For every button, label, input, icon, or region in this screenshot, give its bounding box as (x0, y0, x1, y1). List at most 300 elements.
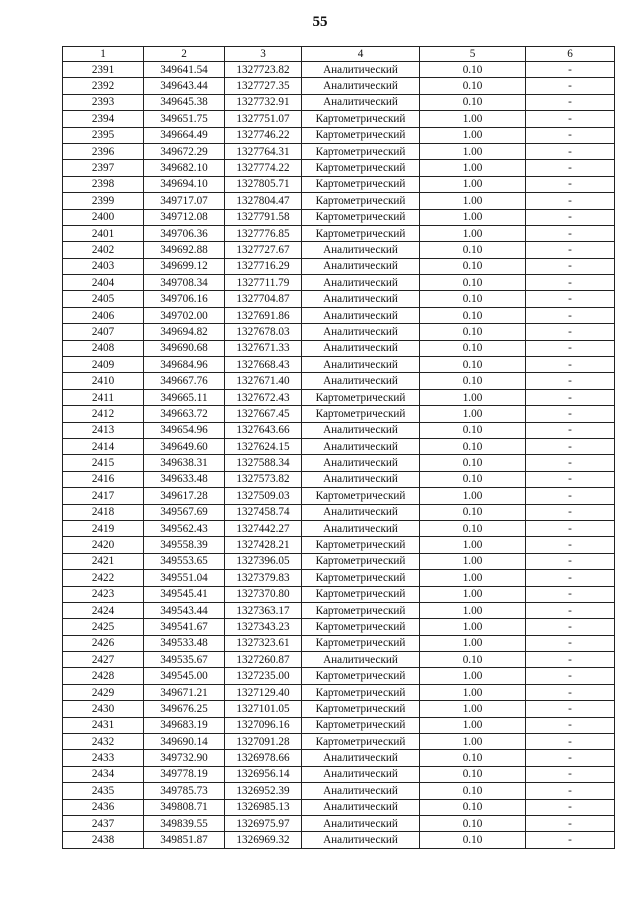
point-number-cell: 2404 (63, 275, 144, 291)
table-row (63, 258, 615, 274)
accuracy-cell: 1.00 (420, 193, 526, 209)
page-number: 55 (312, 14, 328, 30)
method-cell: Картометрический (302, 684, 420, 700)
note-cell: - (526, 242, 615, 258)
accuracy-cell: 0.10 (420, 324, 526, 340)
table-row (63, 717, 615, 733)
x-coordinate-cell: 349706.36 (144, 225, 225, 241)
note-cell: - (526, 438, 615, 454)
point-number-cell: 2416 (63, 471, 144, 487)
point-number-cell: 2435 (63, 783, 144, 799)
point-number-cell: 2413 (63, 422, 144, 438)
x-coordinate-cell: 349732.90 (144, 750, 225, 766)
accuracy-cell: 0.10 (420, 422, 526, 438)
method-cell: Картометрический (302, 209, 420, 225)
table-row (63, 783, 615, 799)
y-coordinate-cell: 1327727.35 (225, 78, 302, 94)
y-coordinate-cell: 1327091.28 (225, 734, 302, 750)
note-cell: - (526, 537, 615, 553)
x-coordinate-cell: 349808.71 (144, 799, 225, 815)
method-cell: Аналитический (302, 783, 420, 799)
x-coordinate-cell: 349694.82 (144, 324, 225, 340)
x-coordinate-cell: 349562.43 (144, 520, 225, 536)
y-coordinate-cell: 1326975.97 (225, 815, 302, 831)
y-coordinate-cell: 1327774.22 (225, 160, 302, 176)
note-cell: - (526, 832, 615, 848)
note-cell: - (526, 602, 615, 618)
method-cell: Картометрический (302, 406, 420, 422)
accuracy-cell: 0.10 (420, 275, 526, 291)
method-cell: Аналитический (302, 94, 420, 110)
accuracy-cell: 1.00 (420, 586, 526, 602)
column-header: 6 (526, 47, 615, 62)
note-cell: - (526, 373, 615, 389)
x-coordinate-cell: 349785.73 (144, 783, 225, 799)
note-cell: - (526, 586, 615, 602)
y-coordinate-cell: 1326985.13 (225, 799, 302, 815)
point-number-cell: 2412 (63, 406, 144, 422)
accuracy-cell: 0.10 (420, 307, 526, 323)
x-coordinate-cell: 349654.96 (144, 422, 225, 438)
point-number-cell: 2438 (63, 832, 144, 848)
x-coordinate-cell: 349667.76 (144, 373, 225, 389)
x-coordinate-cell: 349851.87 (144, 832, 225, 848)
point-number-cell: 2407 (63, 324, 144, 340)
point-number-cell: 2429 (63, 684, 144, 700)
y-coordinate-cell: 1327370.80 (225, 586, 302, 602)
column-header: 4 (302, 47, 420, 62)
method-cell: Аналитический (302, 307, 420, 323)
point-number-cell: 2426 (63, 635, 144, 651)
y-coordinate-cell: 1327379.83 (225, 570, 302, 586)
method-cell: Аналитический (302, 258, 420, 274)
x-coordinate-cell: 349558.39 (144, 537, 225, 553)
note-cell: - (526, 504, 615, 520)
accuracy-cell: 1.00 (420, 225, 526, 241)
y-coordinate-cell: 1327573.82 (225, 471, 302, 487)
x-coordinate-cell: 349533.48 (144, 635, 225, 651)
table-row (63, 504, 615, 520)
table-row (63, 209, 615, 225)
table-row (63, 553, 615, 569)
note-cell: - (526, 684, 615, 700)
x-coordinate-cell: 349778.19 (144, 766, 225, 782)
y-coordinate-cell: 1327671.33 (225, 340, 302, 356)
method-cell: Аналитический (302, 799, 420, 815)
note-cell: - (526, 78, 615, 94)
point-number-cell: 2421 (63, 553, 144, 569)
point-number-cell: 2420 (63, 537, 144, 553)
x-coordinate-cell: 349676.25 (144, 701, 225, 717)
point-number-cell: 2437 (63, 815, 144, 831)
table-row (63, 373, 615, 389)
note-cell: - (526, 324, 615, 340)
method-cell: Картометрический (302, 553, 420, 569)
method-cell: Аналитический (302, 340, 420, 356)
accuracy-cell: 1.00 (420, 734, 526, 750)
y-coordinate-cell: 1327678.03 (225, 324, 302, 340)
y-coordinate-cell: 1327509.03 (225, 488, 302, 504)
method-cell: Аналитический (302, 275, 420, 291)
point-number-cell: 2431 (63, 717, 144, 733)
x-coordinate-cell: 349545.41 (144, 586, 225, 602)
point-number-cell: 2401 (63, 225, 144, 241)
column-header: 2 (144, 47, 225, 62)
note-cell: - (526, 619, 615, 635)
accuracy-cell: 0.10 (420, 62, 526, 78)
table-row (63, 602, 615, 618)
method-cell: Аналитический (302, 455, 420, 471)
accuracy-cell: 0.10 (420, 340, 526, 356)
accuracy-cell: 1.00 (420, 143, 526, 159)
method-cell: Аналитический (302, 832, 420, 848)
accuracy-cell: 0.10 (420, 373, 526, 389)
table-row (63, 111, 615, 127)
point-number-cell: 2399 (63, 193, 144, 209)
table-row (63, 832, 615, 848)
x-coordinate-cell: 349643.44 (144, 78, 225, 94)
method-cell: Картометрический (302, 635, 420, 651)
accuracy-cell: 0.10 (420, 815, 526, 831)
method-cell: Картометрический (302, 668, 420, 684)
x-coordinate-cell: 349684.96 (144, 357, 225, 373)
point-number-cell: 2411 (63, 389, 144, 405)
note-cell: - (526, 570, 615, 586)
note-cell: - (526, 734, 615, 750)
note-cell: - (526, 815, 615, 831)
accuracy-cell: 0.10 (420, 258, 526, 274)
method-cell: Аналитический (302, 471, 420, 487)
accuracy-cell: 1.00 (420, 488, 526, 504)
table-row (63, 389, 615, 405)
accuracy-cell: 1.00 (420, 111, 526, 127)
accuracy-cell: 0.10 (420, 766, 526, 782)
table-row (63, 176, 615, 192)
y-coordinate-cell: 1327458.74 (225, 504, 302, 520)
accuracy-cell: 1.00 (420, 209, 526, 225)
accuracy-cell: 1.00 (420, 389, 526, 405)
point-number-cell: 2402 (63, 242, 144, 258)
accuracy-cell: 1.00 (420, 635, 526, 651)
accuracy-cell: 1.00 (420, 176, 526, 192)
y-coordinate-cell: 1327323.61 (225, 635, 302, 651)
table-header-row (63, 47, 615, 62)
table-row (63, 766, 615, 782)
point-number-cell: 2400 (63, 209, 144, 225)
note-cell: - (526, 94, 615, 110)
y-coordinate-cell: 1327691.86 (225, 307, 302, 323)
point-number-cell: 2419 (63, 520, 144, 536)
method-cell: Картометрический (302, 537, 420, 553)
point-number-cell: 2424 (63, 602, 144, 618)
point-number-cell: 2393 (63, 94, 144, 110)
y-coordinate-cell: 1327101.05 (225, 701, 302, 717)
note-cell: - (526, 193, 615, 209)
note-cell: - (526, 111, 615, 127)
method-cell: Аналитический (302, 504, 420, 520)
point-number-cell: 2408 (63, 340, 144, 356)
point-number-cell: 2405 (63, 291, 144, 307)
point-number-cell: 2406 (63, 307, 144, 323)
table-row (63, 422, 615, 438)
column-header: 5 (420, 47, 526, 62)
table-row (63, 488, 615, 504)
accuracy-cell: 0.10 (420, 242, 526, 258)
x-coordinate-cell: 349543.44 (144, 602, 225, 618)
point-number-cell: 2410 (63, 373, 144, 389)
note-cell: - (526, 307, 615, 323)
accuracy-cell: 0.10 (420, 471, 526, 487)
method-cell: Аналитический (302, 815, 420, 831)
point-number-cell: 2403 (63, 258, 144, 274)
method-cell: Аналитический (302, 78, 420, 94)
y-coordinate-cell: 1327791.58 (225, 209, 302, 225)
method-cell: Картометрический (302, 619, 420, 635)
x-coordinate-cell: 349694.10 (144, 176, 225, 192)
table-row (63, 734, 615, 750)
table-row (63, 619, 615, 635)
accuracy-cell: 0.10 (420, 799, 526, 815)
y-coordinate-cell: 1326969.32 (225, 832, 302, 848)
y-coordinate-cell: 1327442.27 (225, 520, 302, 536)
x-coordinate-cell: 349699.12 (144, 258, 225, 274)
point-number-cell: 2417 (63, 488, 144, 504)
note-cell: - (526, 291, 615, 307)
accuracy-cell: 0.10 (420, 504, 526, 520)
accuracy-cell: 1.00 (420, 160, 526, 176)
y-coordinate-cell: 1326978.66 (225, 750, 302, 766)
note-cell: - (526, 750, 615, 766)
accuracy-cell: 0.10 (420, 78, 526, 94)
column-header: 3 (225, 47, 302, 62)
table-row (63, 62, 615, 78)
note-cell: - (526, 635, 615, 651)
accuracy-cell: 1.00 (420, 537, 526, 553)
note-cell: - (526, 717, 615, 733)
accuracy-cell: 1.00 (420, 717, 526, 733)
method-cell: Аналитический (302, 357, 420, 373)
point-number-cell: 2398 (63, 176, 144, 192)
table-row (63, 242, 615, 258)
x-coordinate-cell: 349541.67 (144, 619, 225, 635)
accuracy-cell: 0.10 (420, 438, 526, 454)
note-cell: - (526, 553, 615, 569)
table-row (63, 127, 615, 143)
method-cell: Картометрический (302, 488, 420, 504)
method-cell: Аналитический (302, 750, 420, 766)
accuracy-cell: 0.10 (420, 750, 526, 766)
x-coordinate-cell: 349690.68 (144, 340, 225, 356)
method-cell: Картометрический (302, 602, 420, 618)
table-row (63, 635, 615, 651)
table-row (63, 668, 615, 684)
note-cell: - (526, 701, 615, 717)
point-number-cell: 2434 (63, 766, 144, 782)
method-cell: Картометрический (302, 701, 420, 717)
method-cell: Аналитический (302, 62, 420, 78)
note-cell: - (526, 209, 615, 225)
accuracy-cell: 1.00 (420, 619, 526, 635)
table-row (63, 406, 615, 422)
x-coordinate-cell: 349690.14 (144, 734, 225, 750)
note-cell: - (526, 160, 615, 176)
x-coordinate-cell: 349645.38 (144, 94, 225, 110)
point-number-cell: 2392 (63, 78, 144, 94)
y-coordinate-cell: 1327751.07 (225, 111, 302, 127)
x-coordinate-cell: 349651.75 (144, 111, 225, 127)
method-cell: Картометрический (302, 127, 420, 143)
point-number-cell: 2394 (63, 111, 144, 127)
note-cell: - (526, 406, 615, 422)
method-cell: Аналитический (302, 520, 420, 536)
table-row (63, 520, 615, 536)
note-cell: - (526, 766, 615, 782)
point-number-cell: 2422 (63, 570, 144, 586)
y-coordinate-cell: 1327624.15 (225, 438, 302, 454)
note-cell: - (526, 783, 615, 799)
accuracy-cell: 1.00 (420, 570, 526, 586)
point-number-cell: 2414 (63, 438, 144, 454)
note-cell: - (526, 455, 615, 471)
table-row (63, 455, 615, 471)
method-cell: Картометрический (302, 389, 420, 405)
point-number-cell: 2395 (63, 127, 144, 143)
y-coordinate-cell: 1327727.67 (225, 242, 302, 258)
x-coordinate-cell: 349692.88 (144, 242, 225, 258)
point-number-cell: 2436 (63, 799, 144, 815)
accuracy-cell: 1.00 (420, 553, 526, 569)
point-number-cell: 2397 (63, 160, 144, 176)
table-row (63, 324, 615, 340)
note-cell: - (526, 225, 615, 241)
y-coordinate-cell: 1327643.66 (225, 422, 302, 438)
y-coordinate-cell: 1327260.87 (225, 652, 302, 668)
note-cell: - (526, 176, 615, 192)
point-number-cell: 2396 (63, 143, 144, 159)
table-row (63, 307, 615, 323)
accuracy-cell: 1.00 (420, 602, 526, 618)
note-cell: - (526, 652, 615, 668)
accuracy-cell: 1.00 (420, 668, 526, 684)
x-coordinate-cell: 349717.07 (144, 193, 225, 209)
method-cell: Картометрический (302, 176, 420, 192)
method-cell: Картометрический (302, 717, 420, 733)
method-cell: Картометрический (302, 586, 420, 602)
y-coordinate-cell: 1327764.31 (225, 143, 302, 159)
accuracy-cell: 0.10 (420, 783, 526, 799)
note-cell: - (526, 62, 615, 78)
note-cell: - (526, 340, 615, 356)
method-cell: Картометрический (302, 225, 420, 241)
point-number-cell: 2428 (63, 668, 144, 684)
y-coordinate-cell: 1327776.85 (225, 225, 302, 241)
table-row (63, 143, 615, 159)
point-number-cell: 2415 (63, 455, 144, 471)
method-cell: Картометрический (302, 143, 420, 159)
table-row (63, 340, 615, 356)
y-coordinate-cell: 1327588.34 (225, 455, 302, 471)
y-coordinate-cell: 1327746.22 (225, 127, 302, 143)
x-coordinate-cell: 349706.16 (144, 291, 225, 307)
y-coordinate-cell: 1327732.91 (225, 94, 302, 110)
x-coordinate-cell: 349545.00 (144, 668, 225, 684)
note-cell: - (526, 275, 615, 291)
x-coordinate-cell: 349712.08 (144, 209, 225, 225)
y-coordinate-cell: 1327672.43 (225, 389, 302, 405)
y-coordinate-cell: 1327671.40 (225, 373, 302, 389)
note-cell: - (526, 258, 615, 274)
x-coordinate-cell: 349553.65 (144, 553, 225, 569)
accuracy-cell: 0.10 (420, 94, 526, 110)
table-row (63, 586, 615, 602)
y-coordinate-cell: 1327096.16 (225, 717, 302, 733)
y-coordinate-cell: 1327668.43 (225, 357, 302, 373)
method-cell: Аналитический (302, 291, 420, 307)
method-cell: Аналитический (302, 324, 420, 340)
table-row (63, 78, 615, 94)
note-cell: - (526, 357, 615, 373)
method-cell: Аналитический (302, 373, 420, 389)
point-number-cell: 2430 (63, 701, 144, 717)
table-row (63, 193, 615, 209)
point-number-cell: 2427 (63, 652, 144, 668)
accuracy-cell: 0.10 (420, 652, 526, 668)
coordinates-table (62, 46, 615, 849)
accuracy-cell: 1.00 (420, 406, 526, 422)
table-row (63, 225, 615, 241)
table-row (63, 815, 615, 831)
method-cell: Аналитический (302, 652, 420, 668)
x-coordinate-cell: 349663.72 (144, 406, 225, 422)
accuracy-cell: 0.10 (420, 832, 526, 848)
method-cell: Картометрический (302, 111, 420, 127)
table-row (63, 537, 615, 553)
point-number-cell: 2409 (63, 357, 144, 373)
accuracy-cell: 1.00 (420, 127, 526, 143)
y-coordinate-cell: 1327716.29 (225, 258, 302, 274)
method-cell: Картометрический (302, 734, 420, 750)
x-coordinate-cell: 349672.29 (144, 143, 225, 159)
method-cell: Картометрический (302, 193, 420, 209)
y-coordinate-cell: 1327129.40 (225, 684, 302, 700)
method-cell: Картометрический (302, 160, 420, 176)
y-coordinate-cell: 1326956.14 (225, 766, 302, 782)
x-coordinate-cell: 349708.34 (144, 275, 225, 291)
note-cell: - (526, 488, 615, 504)
y-coordinate-cell: 1327804.47 (225, 193, 302, 209)
accuracy-cell: 0.10 (420, 357, 526, 373)
y-coordinate-cell: 1327711.79 (225, 275, 302, 291)
table-row (63, 471, 615, 487)
table-row (63, 799, 615, 815)
y-coordinate-cell: 1327805.71 (225, 176, 302, 192)
note-cell: - (526, 389, 615, 405)
method-cell: Аналитический (302, 242, 420, 258)
y-coordinate-cell: 1327704.87 (225, 291, 302, 307)
y-coordinate-cell: 1327396.05 (225, 553, 302, 569)
y-coordinate-cell: 1327363.17 (225, 602, 302, 618)
y-coordinate-cell: 1327723.82 (225, 62, 302, 78)
table-row (63, 570, 615, 586)
table-row (63, 94, 615, 110)
point-number-cell: 2391 (63, 62, 144, 78)
y-coordinate-cell: 1327428.21 (225, 537, 302, 553)
y-coordinate-cell: 1327235.00 (225, 668, 302, 684)
x-coordinate-cell: 349535.67 (144, 652, 225, 668)
x-coordinate-cell: 349551.04 (144, 570, 225, 586)
table-body (63, 62, 615, 849)
x-coordinate-cell: 349683.19 (144, 717, 225, 733)
